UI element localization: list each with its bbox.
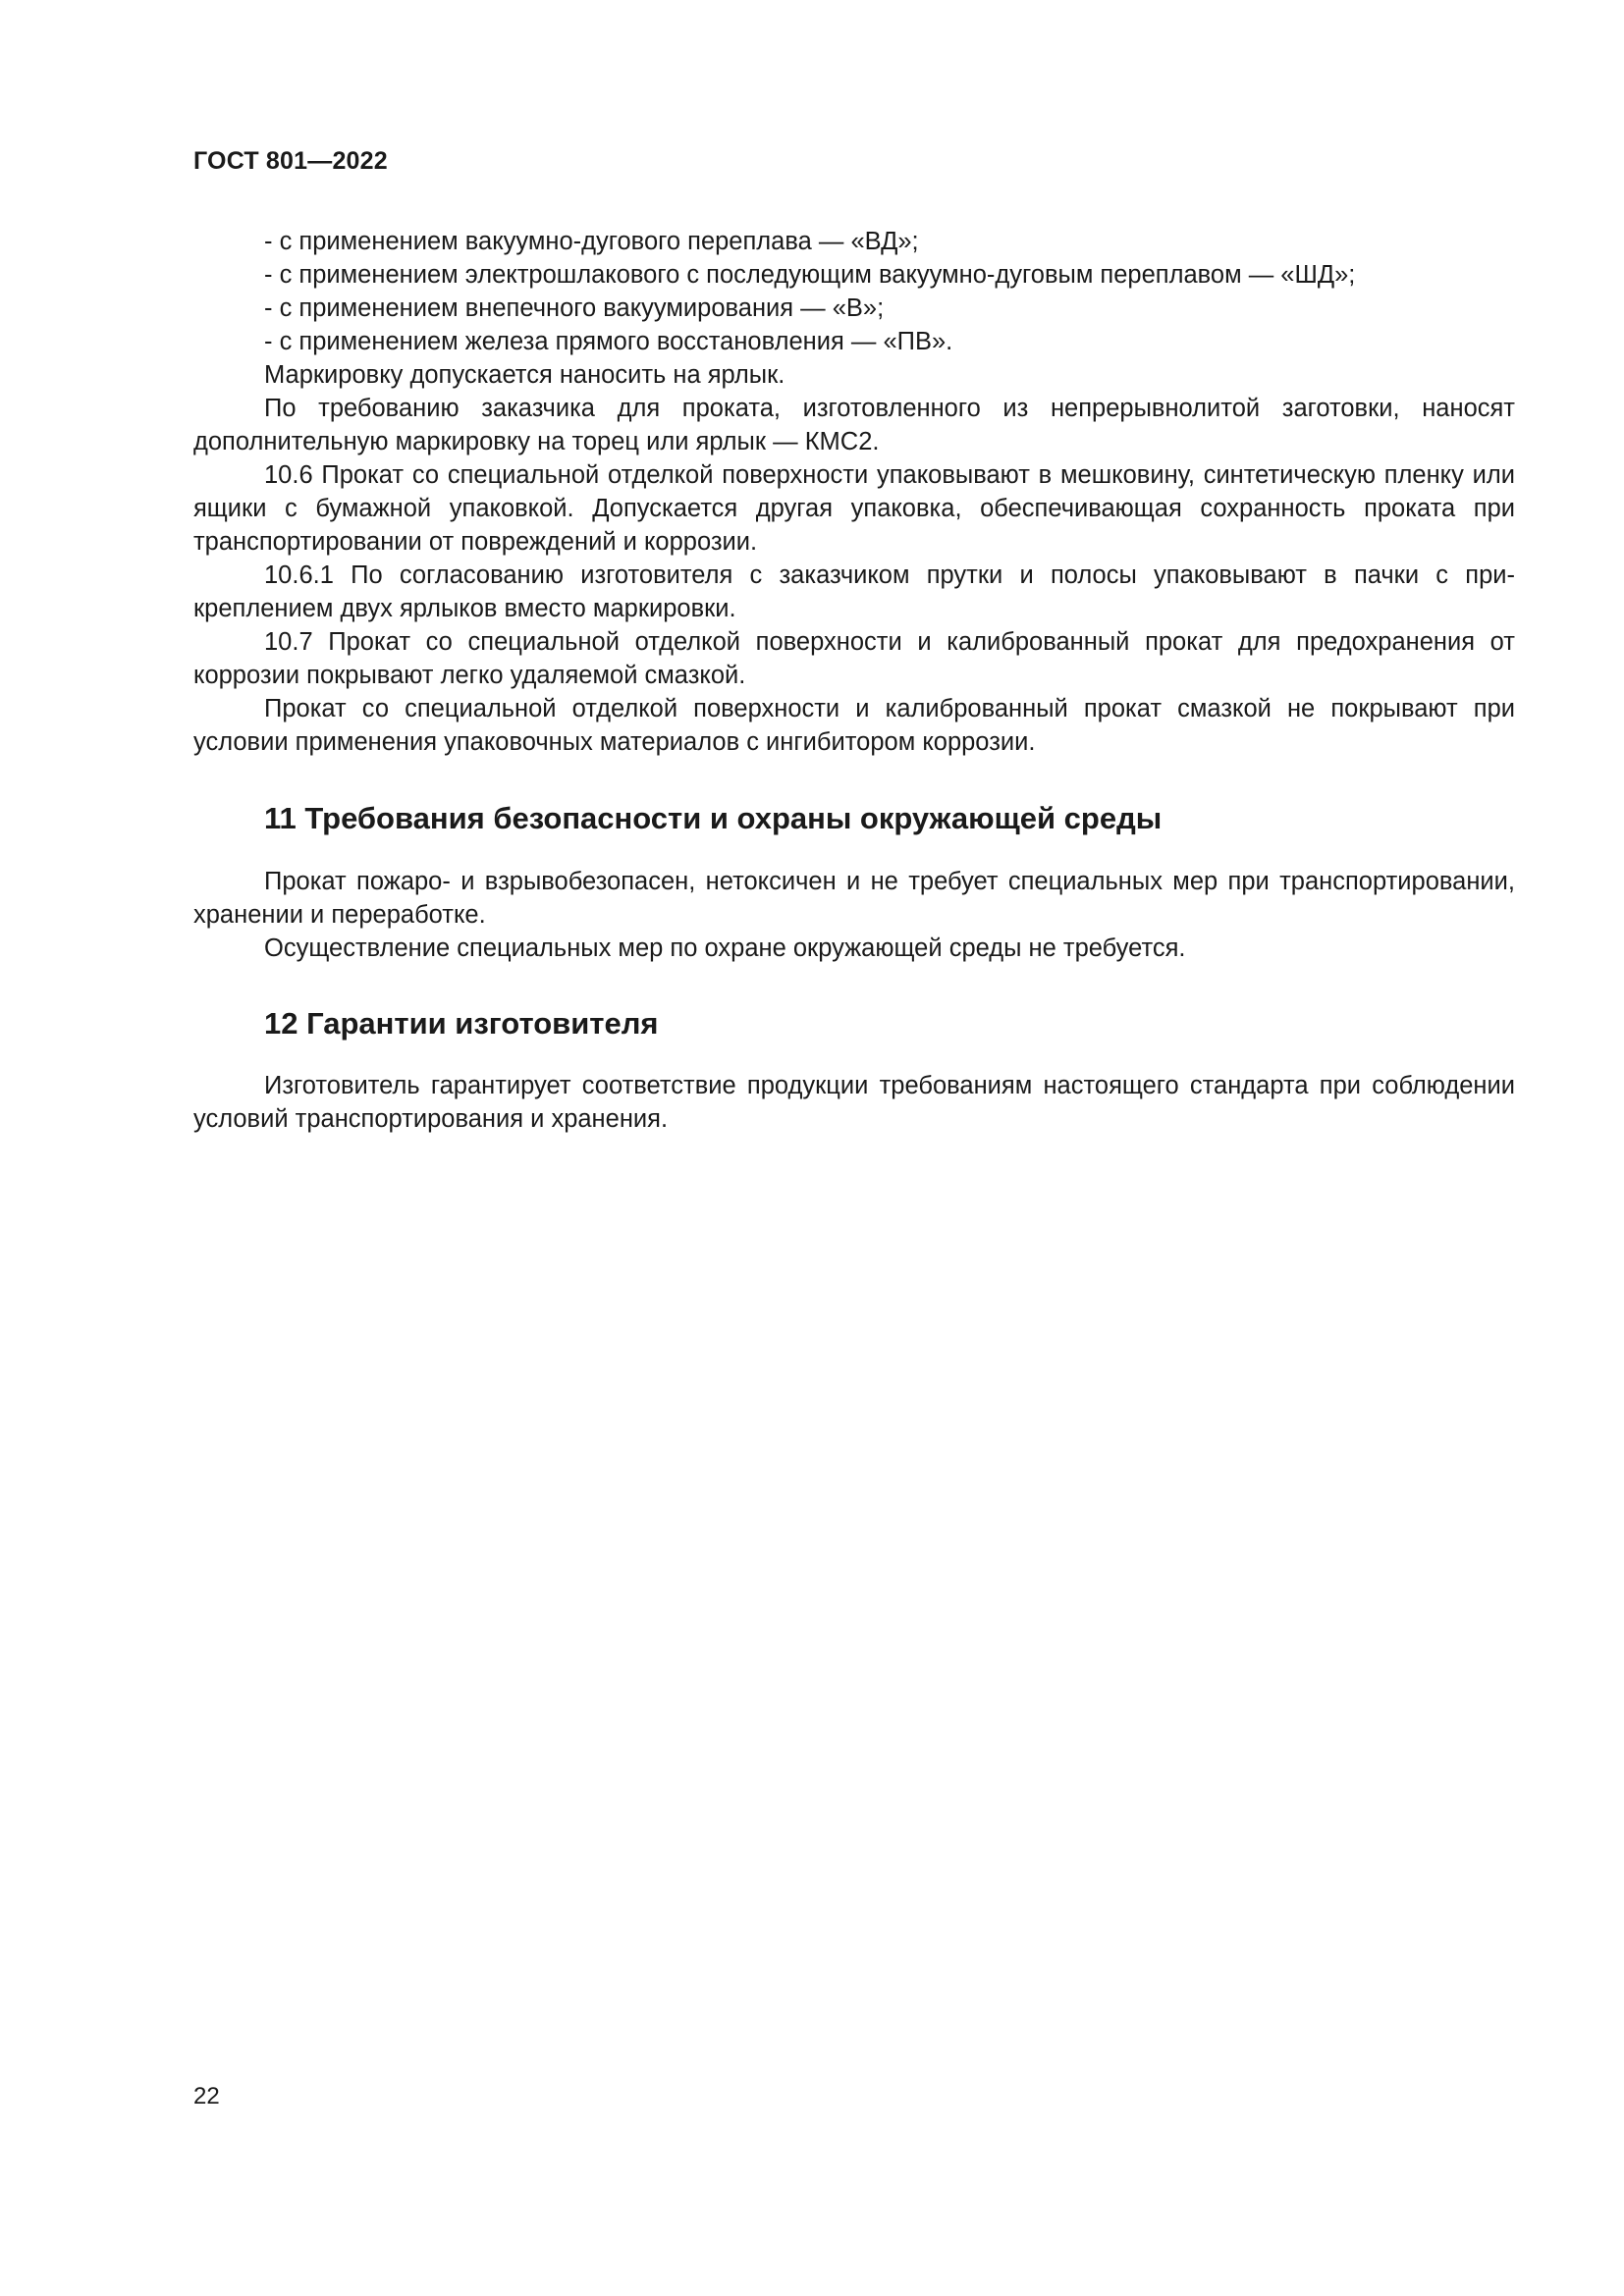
paragraph-10-6: 10.6 Прокат со специальной отделкой поверхности упаковывают в мешковину, синтетическую пленку или ящики с бумажной упаковкой. Допускается другая упаковка, обеспечивающая сохранность проката при транспортировании от повреждений и коррозии. xyxy=(193,461,1515,556)
list-item: - с применением вакуумно-дугового переплава — «ВД»; xyxy=(264,228,919,255)
paragraph-10-6-1: 10.6.1 По согласованию изготовителя с заказчиком прутки и полосы упаковывают в пачки с прикреплением двух ярлыков вместо маркировки. xyxy=(193,561,1515,622)
section-11-paragraph: Прокат пожаро- и взрывобезопасен, нетоксичен и не требует специальных мер при транспортировании, хранении и переработке. xyxy=(193,868,1515,929)
section-12-paragraph: Изготовитель гарантирует соответствие продукции требованиям настоящего стандарта при соблюдении условий транспортирования и хранения. xyxy=(193,1072,1515,1133)
section-11-heading: 11 Требования безопасности и охраны окружающей среды xyxy=(264,801,1163,835)
document-code-header: ГОСТ 801—2022 xyxy=(193,147,388,175)
paragraph-label-on-tag: Маркировку допускается наносить на ярлык. xyxy=(264,361,785,389)
section-12-heading: 12 Гарантии изготовителя xyxy=(264,1006,659,1041)
list-item: - с применением электрошлакового с последующим вакуумно-дуговым переплавом — «ШД»; xyxy=(264,261,1356,289)
paragraph-customer-request: По требованию заказчика для проката, изготовленного из непрерывнолитой заготовки, наносят дополнительную маркировку на торец или ярлык — КМС2. xyxy=(193,395,1515,455)
list-item: - с применением железа прямого восстановления — «ПВ». xyxy=(264,328,953,355)
list-item: - с применением внепечного вакуумирования — «В»; xyxy=(264,294,885,322)
paragraph-10-7: 10.7 Прокат со специальной отделкой поверхности и калиброванный прокат для предохранения от коррозии покрывают легко удаляемой смазкой. xyxy=(193,628,1515,689)
page-number: 22 xyxy=(193,2083,220,2109)
document-body xyxy=(193,225,1515,1136)
section-11-paragraph: Осуществление специальных мер по охране окружающей среды не требуется. xyxy=(264,934,1186,962)
paragraph-10-7-continued: Прокат со специальной отделкой поверхности и калиброванный прокат смазкой не покрывают при условии применения упаковочных материалов с ингибитором коррозии. xyxy=(193,695,1515,756)
